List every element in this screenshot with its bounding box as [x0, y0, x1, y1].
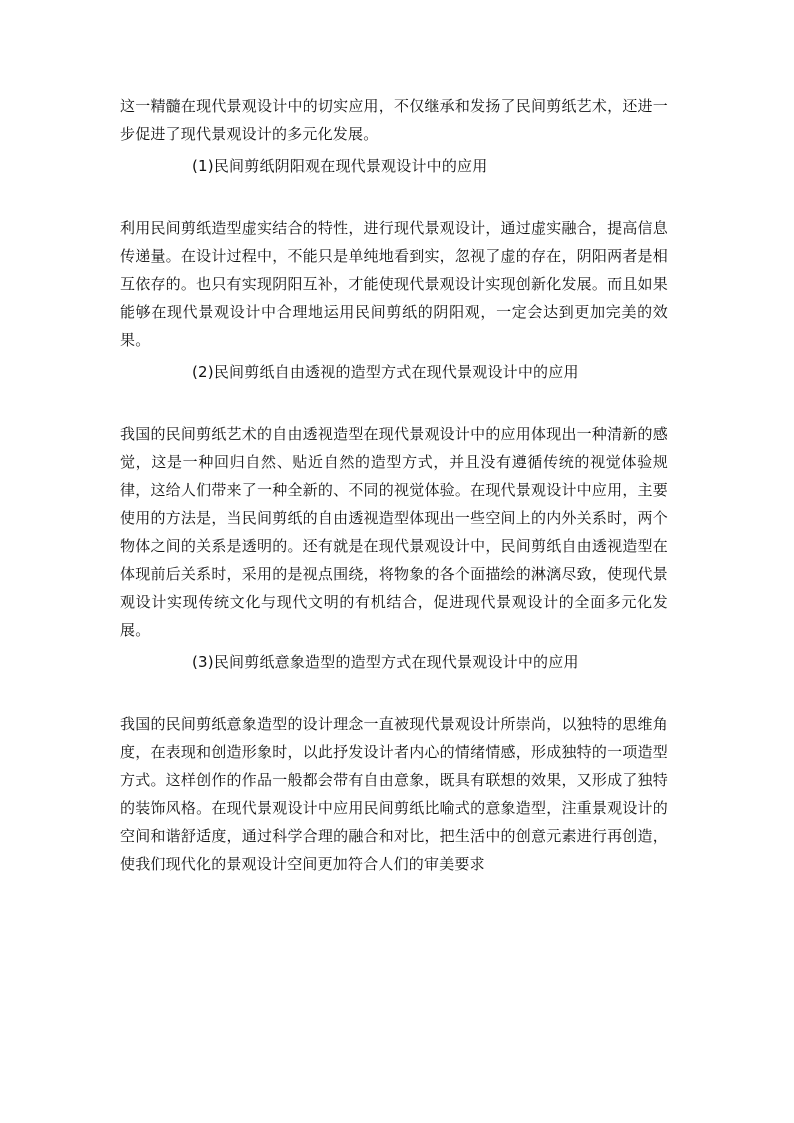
section-heading-1: (1)民间剪纸阴阳观在现代景观设计中的应用	[192, 157, 488, 175]
paragraph-section-3: 我国的民间剪纸意象造型的设计理念一直被现代景观设计所崇尚，以独特的思维角度，在表现和创造形象时，以此抒发设计者内心的情绪情感，形成独特的一项造型方式。这样创作的作品一般都会带有自由意象，既具有联想的效果，又形成了独特的装饰风格。在现代景观设计中应用民间剪纸比喻式的意象造型，注重景观设计的空间和谐舒适度，通过科学合理的融合和对比，把生活中的创意元素进行再创造，使我们现代化的景观设计空间更加符合人们的审美要求	[120, 715, 668, 873]
document-page	[120, 92, 668, 878]
paragraph-section-2: 我国的民间剪纸艺术的自由透视造型在现代景观设计中的应用体现出一种清新的感觉，这是一种回归自然、贴近自然的造型方式，并且没有遵循传统的视觉体验规律，这给人们带来了一种全新的、不同的视觉体验。在现代景观设计中应用，主要使用的方法是，当民间剪纸的自由透视造型体现出一些空间上的内外关系时，两个物体之间的关系是透明的。还有就是在现代景观设计中，民间剪纸自由透视造型在体现前后关系时，采用的是视点围绕，将物象的各个面描绘的淋漓尽致，使现代景观设计实现传统文化与现代文明的有机结合，促进现代景观设计的全面多元化发展。	[120, 425, 668, 639]
paragraph-section-1: 利用民间剪纸造型虚实结合的特性，进行现代景观设计，通过虚实融合，提高信息传递量。在设计过程中，不能只是单纯地看到实，忽视了虚的存在，阴阳两者是相互依存的。也只有实现阴阳互补，才能使现代景观设计实现创新化发展。而且如果能够在现代景观设计中合理地运用民间剪纸的阴阳观，一定会达到更加完美的效果。	[120, 219, 668, 349]
paragraph-intro: 这一精髓在现代景观设计中的切实应用，不仅继承和发扬了民间剪纸艺术，还进一步促进了现代景观设计的多元化发展。	[120, 97, 668, 143]
section-heading-2: (2)民间剪纸自由透视的造型方式在现代景观设计中的应用	[192, 363, 579, 381]
section-heading-3: (3)民间剪纸意象造型的造型方式在现代景观设计中的应用	[192, 653, 579, 671]
